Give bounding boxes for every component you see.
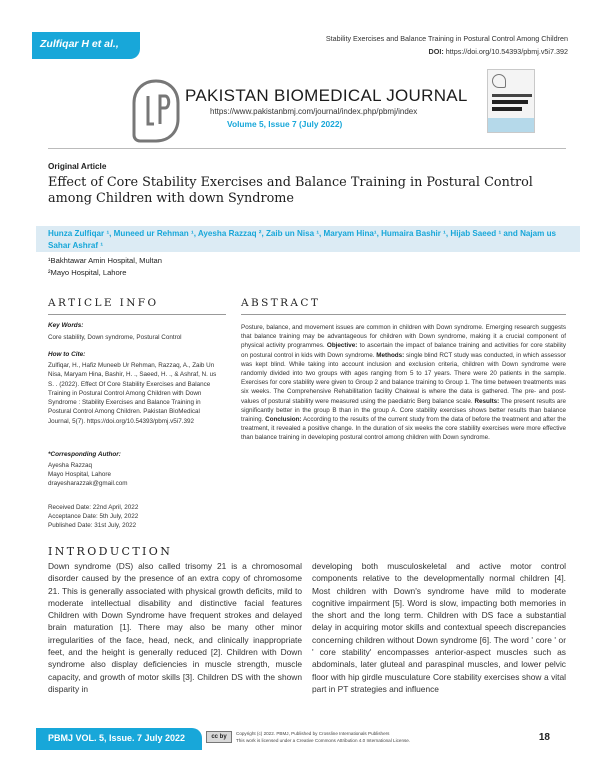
abstract-body: Posture, balance, and movement issues are common in children with Down syndrome. Emerging research suggests that balance training may be advantageous for children with Down syndrome, making it a crucial component of physical activity programmes. Objective: to ascertain the impact of balance training and activities for core stability on postural control in kids with Down syndrome. Methods: single blind RCT study was conducted, in which assessor was kept blind. While taking into account inclusion and exclusion criteria, children with Down syndrome were randomly divided into two groups with ages ranging from 5 to 17 years. There were 20 patients in the sample. Exercises for core stability were given to Group 2 and balance training to Group 1. The time between treatments was six weeks. The Comprehensive Rehabilitation facility Chakwal is where the data is gathered. The pre- and post-values of postural stability were measured using the paediatric Berg balance scale. Results: The present results are significantly better in the group B than in the group A. Core stability exercises shows better results than balance training. Conclusion: According to the results of the current study from the data of before the treatment and after the treatment, it revealed a positive change. In the duration of six weeks the core stability exercises were more effective than balance training in developing postural control among children with Down syndrome. bbox=[241, 324, 567, 442]
running-author-tab bbox=[32, 32, 140, 59]
methods-label: Methods: bbox=[376, 351, 405, 359]
abstract-heading: ABSTRACT bbox=[241, 297, 321, 309]
divider bbox=[48, 314, 226, 315]
received-date: Received Date: 22nd April, 2022 bbox=[48, 504, 139, 511]
journal-volume: Volume 5, Issue 7 (July 2022) bbox=[227, 119, 343, 129]
accepted-date: Acceptance Date: 5th July, 2022 bbox=[48, 513, 139, 520]
page-number: 18 bbox=[538, 732, 550, 743]
affiliation: ²Mayo Hospital, Lahore bbox=[48, 268, 127, 277]
citation: Zulfiqar, H., Hafiz Muneeb Ur Rehman, Razzaq, A., Zaib Un Nisa, Maryam Hina, Bashir, H. ., Saeed, H. ., & Ashraf, N. us S. . (2022). Effect Of Core Stability Exercises and Balance Training in Postural Control Among Children with Down Syndrome : Stability Exercises and Balance Training in Postural Control Among Children. Pakistan BioMedical Journal, 5(7). https://doi.org/10.54393/pbmj.v5i7.392 bbox=[48, 362, 217, 425]
article-type: Original Article bbox=[48, 162, 107, 171]
corresponding-label: *Corresponding Author: bbox=[48, 451, 121, 458]
corresponding-place: Mayo Hospital, Lahore bbox=[48, 471, 112, 478]
copyright: Copyright (c) 2022. PBMJ, Published by Crossline Internationals Publishers This work is licensed under a Creative Commons Attribution 4.0 International License. bbox=[236, 730, 416, 744]
introduction-heading: INTRODUCTION bbox=[48, 545, 173, 558]
doi-label: DOI: bbox=[428, 47, 444, 56]
affiliation: ¹Bakhtawar Amin Hospital, Multan bbox=[48, 256, 162, 265]
introduction-column-left: Down syndrome (DS) also called trisomy 21 is a chromosomal disorder caused by the presence of an extra copy of chromosome 21. This is generally associated with physical growth deficits, mild to moderate intellectual disability and distinctive facial features Children with Down Syndrome have frequent strokes and delayed brain maturation [1]. There may also be many other minor irregularities of the face, head, neck, and clinically inappropriate feet, and the height is generally reduced [2]. Children with Down syndrome also display deficiencies in muscle strength, muscle capacity, and growth of motor skills [3]. Children DS with the shown disparity in bbox=[48, 561, 302, 694]
journal-logo-icon bbox=[130, 78, 182, 144]
results-label: Results: bbox=[474, 397, 500, 405]
conclusion-label: Conclusion: bbox=[265, 416, 302, 424]
journal-cover-thumbnail bbox=[487, 69, 535, 133]
divider bbox=[241, 314, 566, 315]
cc-license-icon[interactable]: cc by bbox=[206, 731, 232, 743]
running-header bbox=[326, 32, 568, 58]
journal-name: PAKISTAN BIOMEDICAL JOURNAL bbox=[185, 86, 468, 105]
keywords: Core stability, Down syndrome, Postural Control bbox=[48, 334, 182, 341]
article-title: Effect of Core Stability Exercises and Balance Training in Postural Control among Children with down Syndrome bbox=[48, 175, 533, 206]
journal-url[interactable]: https://www.pakistanbmj.com/journal/index.php/pbmj/index bbox=[210, 107, 418, 116]
author-list: Hunza Zulfiqar ¹, Muneed ur Rehman ¹, Ayesha Razzaq ², Zaib un Nisa ¹, Maryam Hina¹, Humaira Bashir ¹, Hijab Saeed ¹ and Najam us Sahar Ashraf ¹ bbox=[48, 229, 557, 250]
divider bbox=[48, 148, 566, 149]
footer-label: PBMJ VOL. 5, Issue. 7 July 2022 bbox=[48, 733, 186, 743]
corresponding-name: Ayesha Razzaq bbox=[48, 462, 92, 469]
footer-tab bbox=[36, 728, 202, 750]
authors-band bbox=[36, 226, 580, 252]
introduction-column-right: developing both musculoskeletal and active motor control components relative to the developmentally normal children [4]. Most children with Down's syndrome have mild to moderate cognitive impairment [5]. Word is slow, impacting both memories in the short and the long term. Children with DS face a substantial delay in acquiring motor skills and contextual speech discrepancies concerning children without Down syndrome [6]. The word ' core ' or ' core stability' encompasses anterior-aspect muscles such as abdominals, later gluteal and paraspinal muscles, and lower pelvic floor with hip girdle musculature Core stability exercises show a vital part in PT strategies and influence bbox=[312, 561, 566, 694]
doi-link[interactable]: https://doi.org/10.54393/pbmj.v5i7.392 bbox=[445, 47, 568, 56]
objective-label: Objective: bbox=[326, 342, 358, 350]
running-author: Zulfiqar H et al., bbox=[40, 38, 119, 50]
corresponding-email[interactable]: drayesharazzak@gmail.com bbox=[48, 480, 128, 487]
published-date: Published Date: 31st July, 2022 bbox=[48, 522, 137, 529]
cite-label: How to Cite: bbox=[48, 351, 86, 358]
license-link[interactable]: This work is licensed under a Creative Commons Attribution 4.0 International License. bbox=[236, 738, 411, 743]
article-info-heading: ARTICLE INFO bbox=[48, 297, 159, 309]
keywords-label: Key Words: bbox=[48, 322, 84, 329]
running-title: Stability Exercises and Balance Training in Postural Control Among Children bbox=[325, 34, 568, 43]
